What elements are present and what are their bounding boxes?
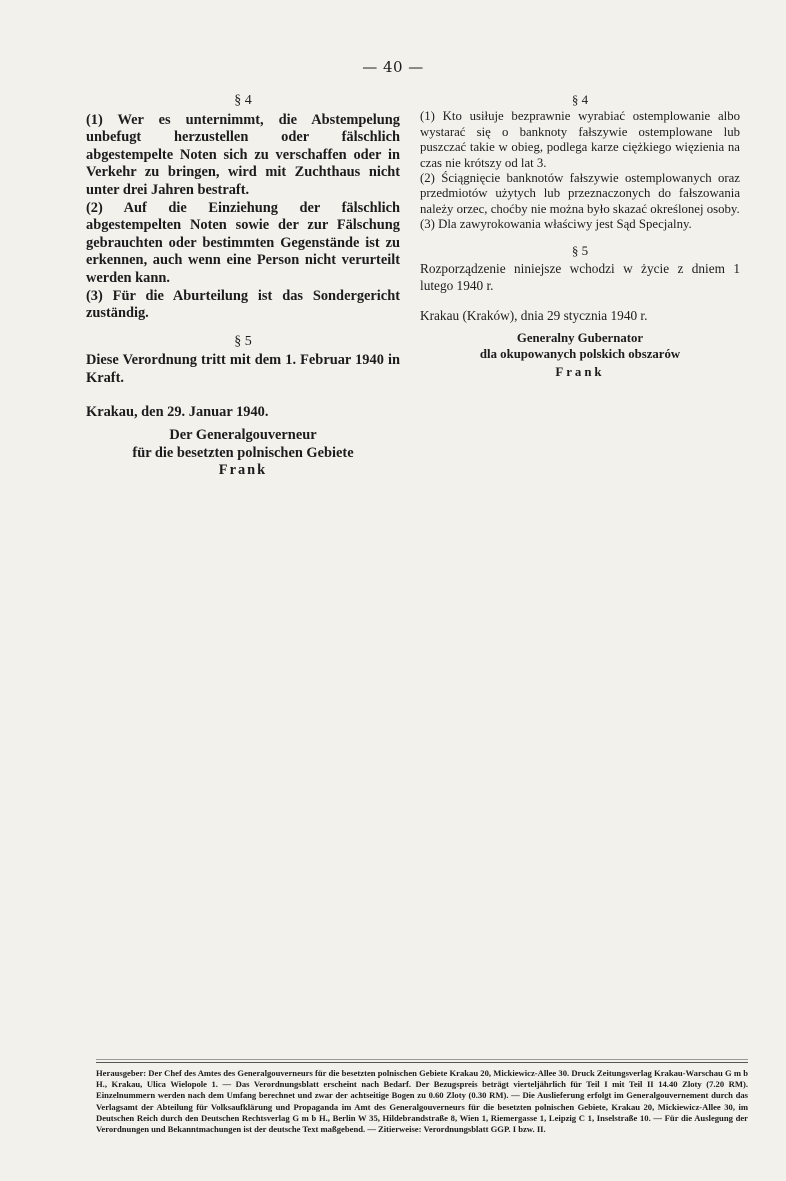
german-column	[86, 92, 400, 480]
german-sec4-heading: § 4	[234, 93, 252, 108]
polish-signature-title: Generalny Gubernator	[516, 331, 644, 346]
polish-signature-subtitle: dla okupowanych polskich obszarów	[479, 346, 681, 361]
page-number: — 40 —	[362, 58, 424, 76]
german-signature-subtitle: für die besetzten polnischen Gebiete	[132, 444, 354, 461]
polish-column	[420, 92, 740, 381]
polish-sec5-text: Rozporządzenie niniejsze wchodzi w życie z dniem 1 lutego 1940 r.	[420, 261, 740, 294]
publisher-footer: Herausgeber: Der Chef des Amtes des Generalgouverneurs für die besetzten polnischen Gebiete Krakau 20, Mickiewicz-Allee 30. Druck Zeitungsverlag Krakau-Warschau G m b H., Krakau, Ulica Wielopole 1. — Das Verordnungsblatt erscheint nach Bedarf. Der Bezugspreis beträgt vierteljährlich für Teil I mit Teil II 14.40 Zloty (7.20 RM). Einzelnummern werden nach dem Umfang berechnet und zwar der achtseitige Bogen zu 0.60 Zloty (0.30 RM). — Die Auslieferung erfolgt im Generalgouvernement durch das Verlagsamt der Abteilung für Volksaufklärung und Propaganda im Amt des Generalgouverneurs für die besetzten polnischen Gebiete, Krakau 20, Mickiewicz-Allee 30, im Deutschen Reich durch den Deutschen Rechtsverlag G m b H., Berlin W 35, Hildebrandstraße 8, Wien 1, Riemergasse 1, Leipzig C 1, Inselstraße 10. — Für die Auslegung der Verordnungen und Bekanntmachungen ist der deutsche Text maßgebend. — Zitierweise: Verordnungsblatt GGP. I bzw. II.	[96, 1062, 748, 1135]
german-sec5-heading: § 5	[234, 333, 252, 349]
polish-place-date: Krakau (Kraków), dnia 29 stycznia 1940 r.	[420, 308, 648, 324]
german-sec5-text: Diese Verordnung tritt mit dem 1. Februar 1940 in Kraft.	[86, 352, 400, 386]
german-sec4-para-3: (3) Für die Aburteilung ist das Sondergericht zuständig.	[86, 287, 400, 322]
german-sec4-para-2: (2) Auf die Einziehung der fälschlich abgestempelten Noten sowie der zur Fälschung gebrauchten oder bestimmten Gegenstände ist zu erkennen, auch wenn eine Person nicht verurteilt werden kann.	[86, 199, 400, 286]
german-signature-name: Frank	[218, 462, 268, 479]
polish-sec5-heading: § 5	[571, 242, 589, 258]
german-signature-title: Der Generalgouverneur	[169, 427, 317, 444]
footer-divider	[96, 1059, 748, 1060]
polish-sec4-para-2: (2) Ściągnięcie banknotów fałszywie ostemplowanych oraz przedmiotów użytych lub przeznaczonych do fałszowania należy orzec, choćby nie można było skazać określonej osoby.	[420, 171, 740, 216]
german-sec4-para-1: (1) Wer es unternimmt, die Abstempelung unbefugt herzustellen oder fälschlich abgestempelte Noten sich zu verschaffen oder in Verkehr zu bringen, wird mit Zuchthaus nicht unter drei Jahren bestraft.	[86, 111, 400, 198]
polish-sec4-para-3: (3) Dla zawyrokowania właściwy jest Sąd Specjalny.	[420, 217, 692, 232]
polish-signature-name: Frank	[555, 365, 605, 380]
polish-sec4-heading: § 4	[571, 92, 589, 107]
german-place-date: Krakau, den 29. Januar 1940.	[86, 403, 269, 420]
polish-sec4-para-1: (1) Kto usiłuje bezprawnie wyrabiać ostemplowanie albo wystarać się o banknoty fałszywie ostemplowane lub puszczać takie w obieg, podlega karze ciężkiego więzienia na czas nie krótszy od lat 3.	[420, 109, 740, 170]
